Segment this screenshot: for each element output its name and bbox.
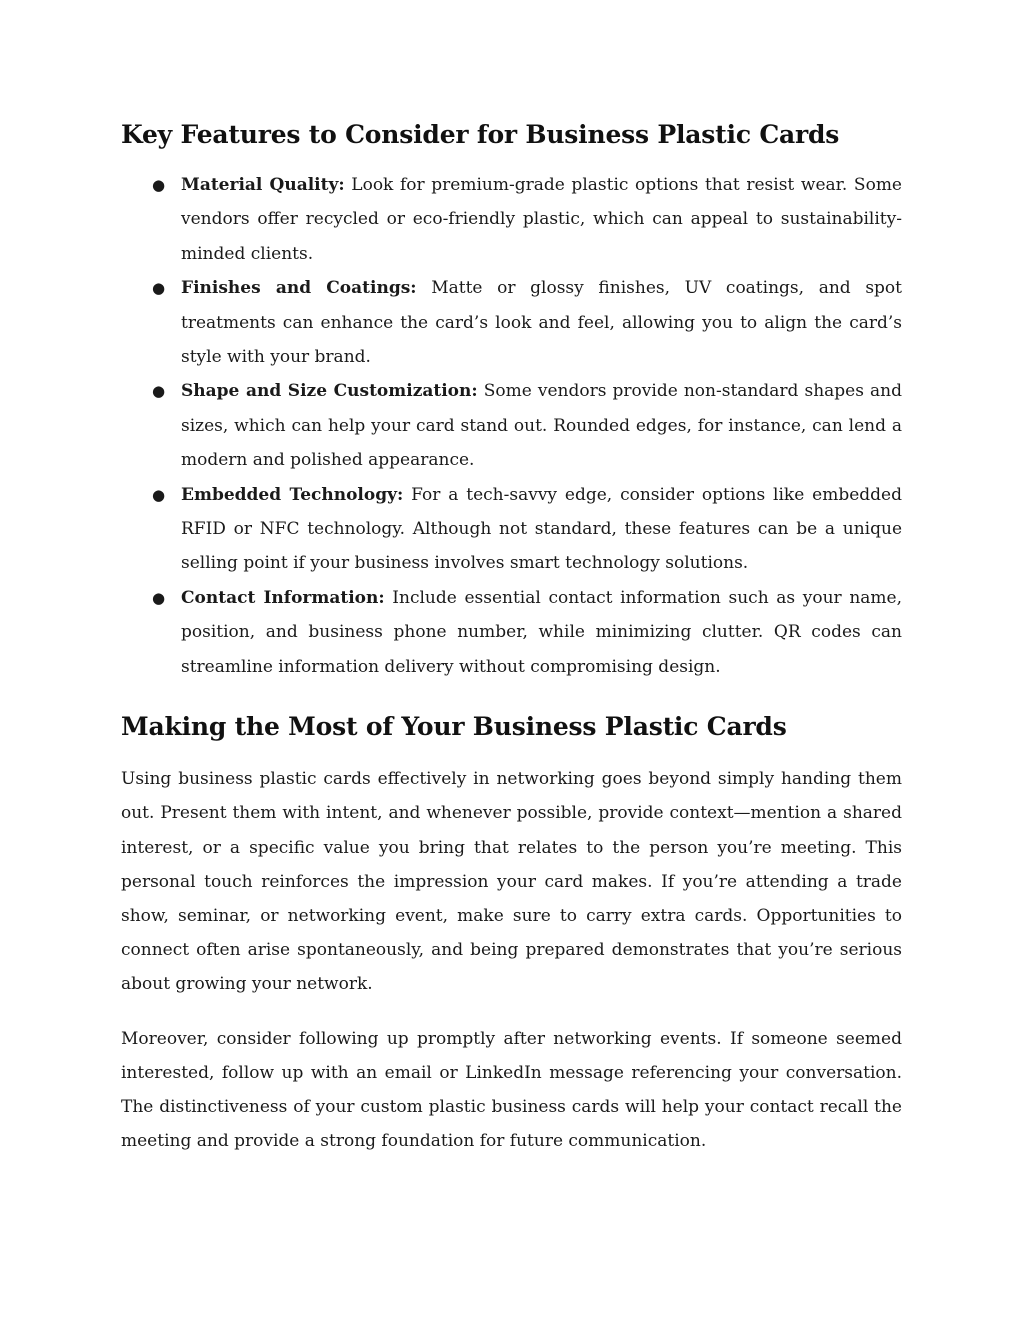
feature-term: Shape and Size Customization: bbox=[181, 381, 478, 402]
body-paragraph: Moreover, consider following up promptly after networking events. If someone seemed interested, follow up with an email or LinkedIn message referencing your conversation. The distinctiveness of your custom plastic business cards will help your contact recall the meeting and provide a strong foundation for future communication. bbox=[121, 1028, 902, 1152]
feature-description: Matte or glossy finishes, UV coatings, and spot treatments can enhance the card’s look and feel, allowing you to align the card’s style with your brand. bbox=[181, 278, 902, 368]
bullet-icon: ● bbox=[152, 588, 166, 607]
body-paragraph: Using business plastic cards effectively in networking goes beyond simply handing them out. Present them with intent, and whenever possible, provide context—mention a shared interest, or a specific value you bring that relates to the person you’re meeting. This personal touch reinforces the impression your card makes. If you’re attending a trade show, seminar, or networking event, make sure to carry extra cards. Opportunities to connect often arise spontaneously, and being prepared demonstrates that you’re serious about growing your network. bbox=[121, 769, 902, 995]
list-item bbox=[152, 581, 902, 684]
features-list bbox=[121, 168, 902, 684]
list-item bbox=[152, 478, 902, 581]
feature-term: Material Quality: bbox=[181, 175, 345, 195]
making-the-most-section bbox=[121, 704, 902, 1158]
feature-term: Contact Information: bbox=[181, 587, 385, 608]
section-heading-making-the-most: Making the Most of Your Business Plastic Cards bbox=[121, 712, 787, 742]
feature-description: Include essential contact information such as your name, position, and business phone number, while minimizing clutter. QR codes can streamline information delivery without compromising design. bbox=[181, 587, 902, 677]
list-item bbox=[152, 374, 902, 477]
feature-term: Embedded Technology: bbox=[181, 484, 404, 505]
bullet-icon: ● bbox=[152, 382, 166, 401]
feature-description: Some vendors provide non-standard shapes and sizes, which can help your card stand out. Rounded edges, for instance, can lend a modern and polished appearance. bbox=[181, 381, 902, 471]
list-item bbox=[152, 271, 902, 374]
feature-description: For a tech-savvy edge, consider options like embedded RFID or NFC technology. Although not standard, these features can be a unique selling point if your business involves smart technology solutions. bbox=[181, 484, 902, 574]
feature-description: Look for premium-grade plastic options that resist wear. Some vendors offer recycled or eco-friendly plastic, which can appeal to sustainability-minded clients. bbox=[181, 175, 902, 264]
bullet-icon: ● bbox=[152, 279, 166, 298]
list-item bbox=[152, 168, 902, 271]
bullet-icon: ● bbox=[152, 176, 166, 194]
key-features-section bbox=[121, 112, 902, 684]
section-heading-key-features: Key Features to Consider for Business Plastic Cards bbox=[121, 120, 840, 149]
bullet-icon: ● bbox=[152, 485, 166, 504]
feature-term: Finishes and Coatings: bbox=[181, 278, 417, 299]
document-page bbox=[121, 112, 902, 1158]
